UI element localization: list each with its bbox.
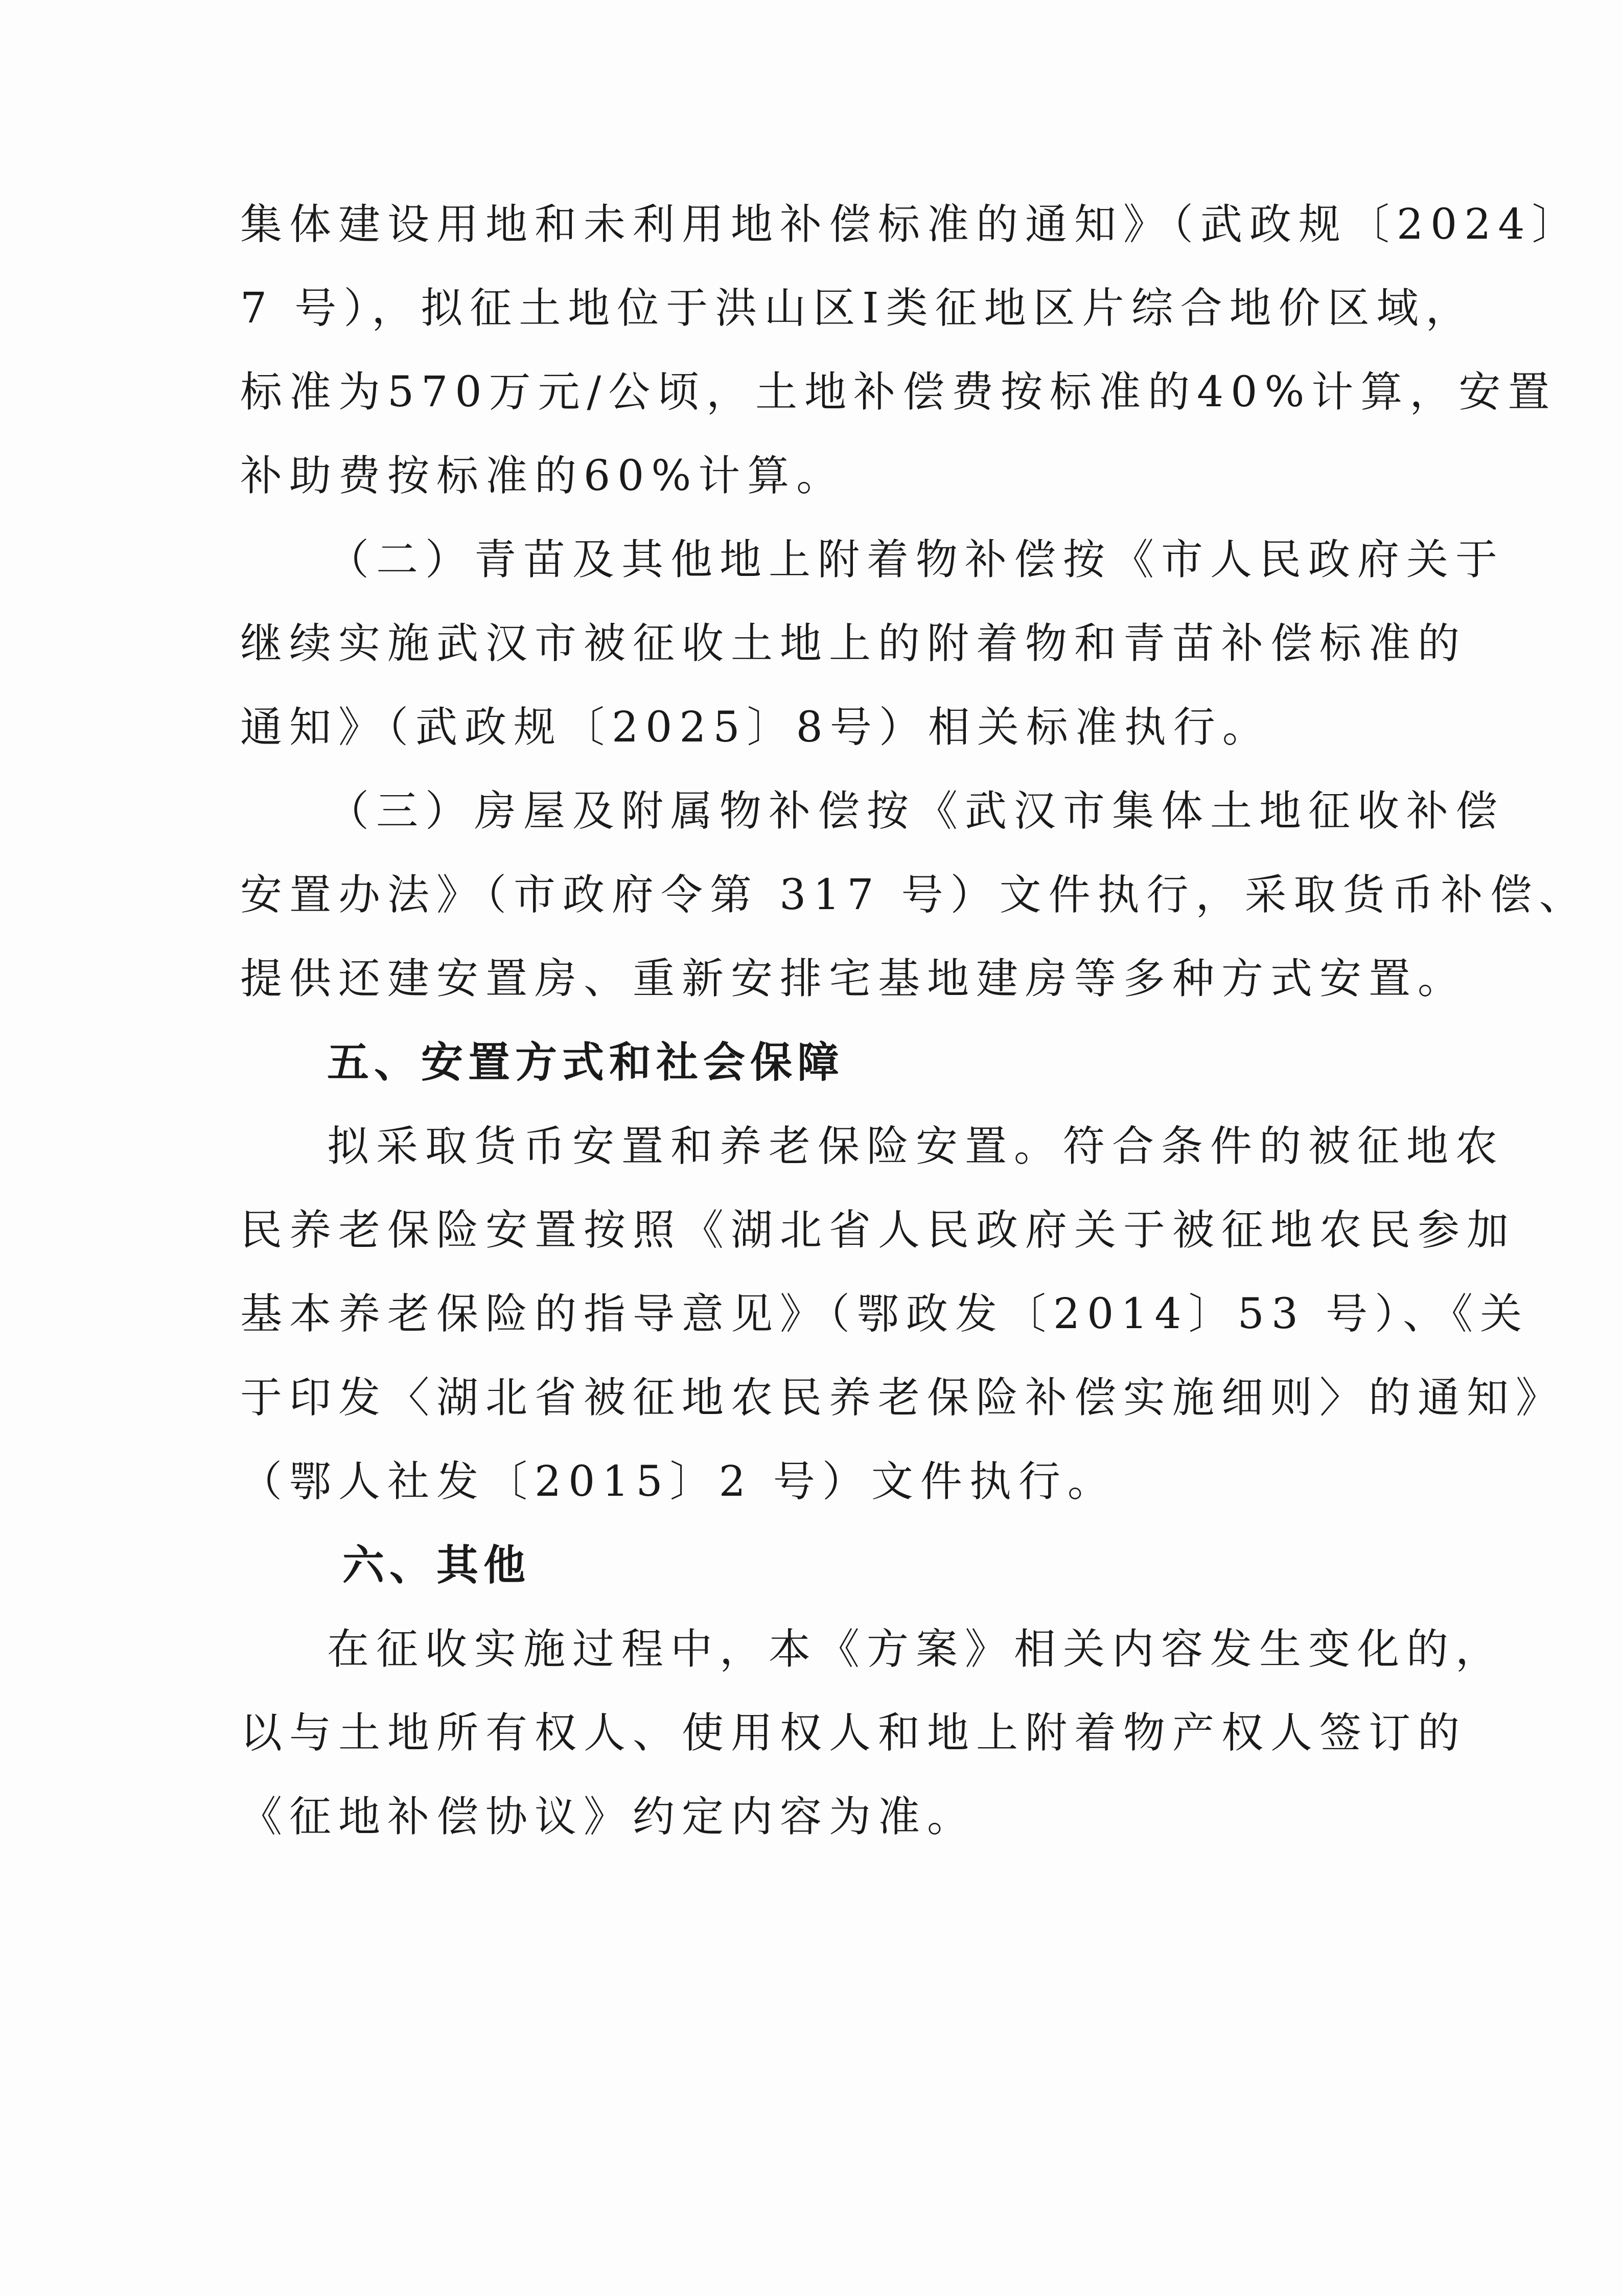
body-text-line: 补助费按标准的60%计算。 [240,452,846,500]
body-text-line: 提供还建安置房、重新安排宅基地建房等多种方式安置。 [240,955,1467,1003]
section-heading-six: 六、其他 [342,1541,531,1590]
body-text-line: 《征地补偿协议》约定内容为准。 [240,1793,977,1841]
paragraph-start-line: （二）青苗及其他地上附着物补偿按《市人民政府关于 [327,536,1505,584]
body-text-line: 民养老保险安置按照《湖北省人民政府关于被征地农民参加 [240,1206,1516,1255]
body-text-line: 继续实施武汉市被征收土地上的附着物和青苗补偿标准的 [240,619,1467,668]
body-text-line: 安置办法》（市政府令第 317 号）文件执行，采取货币补偿、 [240,871,1588,919]
body-text-line: 于印发〈湖北省被征地农民养老保险补偿实施细则〉的通知》 [240,1374,1565,1422]
body-text-line: 基本养老保险的指导意见》（鄂政发〔2014〕53 号）、《关 [240,1290,1529,1338]
body-text-line: （鄂人社发〔2015〕2 号）文件执行。 [240,1457,1117,1506]
body-text-line: 标准为570万元/公顷，土地补偿费按标准的40%计算，安置 [240,368,1557,416]
body-text-line: 通知》（武政规〔2025〕8号）相关标准执行。 [240,703,1271,752]
body-text-line: 集体建设用地和未利用地补偿标准的通知》（武政规〔2024〕 [240,200,1581,249]
paragraph-start-line: 拟采取货币安置和养老保险安置。符合条件的被征地农 [327,1122,1505,1171]
body-text-line: 以与土地所有权人、使用权人和地上附着物产权人签订的 [240,1709,1467,1757]
body-text-line: 7 号），拟征土地位于洪山区Ⅰ类征地区片综合地价区域， [240,284,1475,333]
section-heading-five: 五、安置方式和社会保障 [327,1038,845,1087]
paragraph-start-line: （三）房屋及附属物补偿按《武汉市集体土地征收补偿 [327,787,1505,836]
paragraph-start-line: 在征收实施过程中，本《方案》相关内容发生变化的， [327,1625,1505,1674]
